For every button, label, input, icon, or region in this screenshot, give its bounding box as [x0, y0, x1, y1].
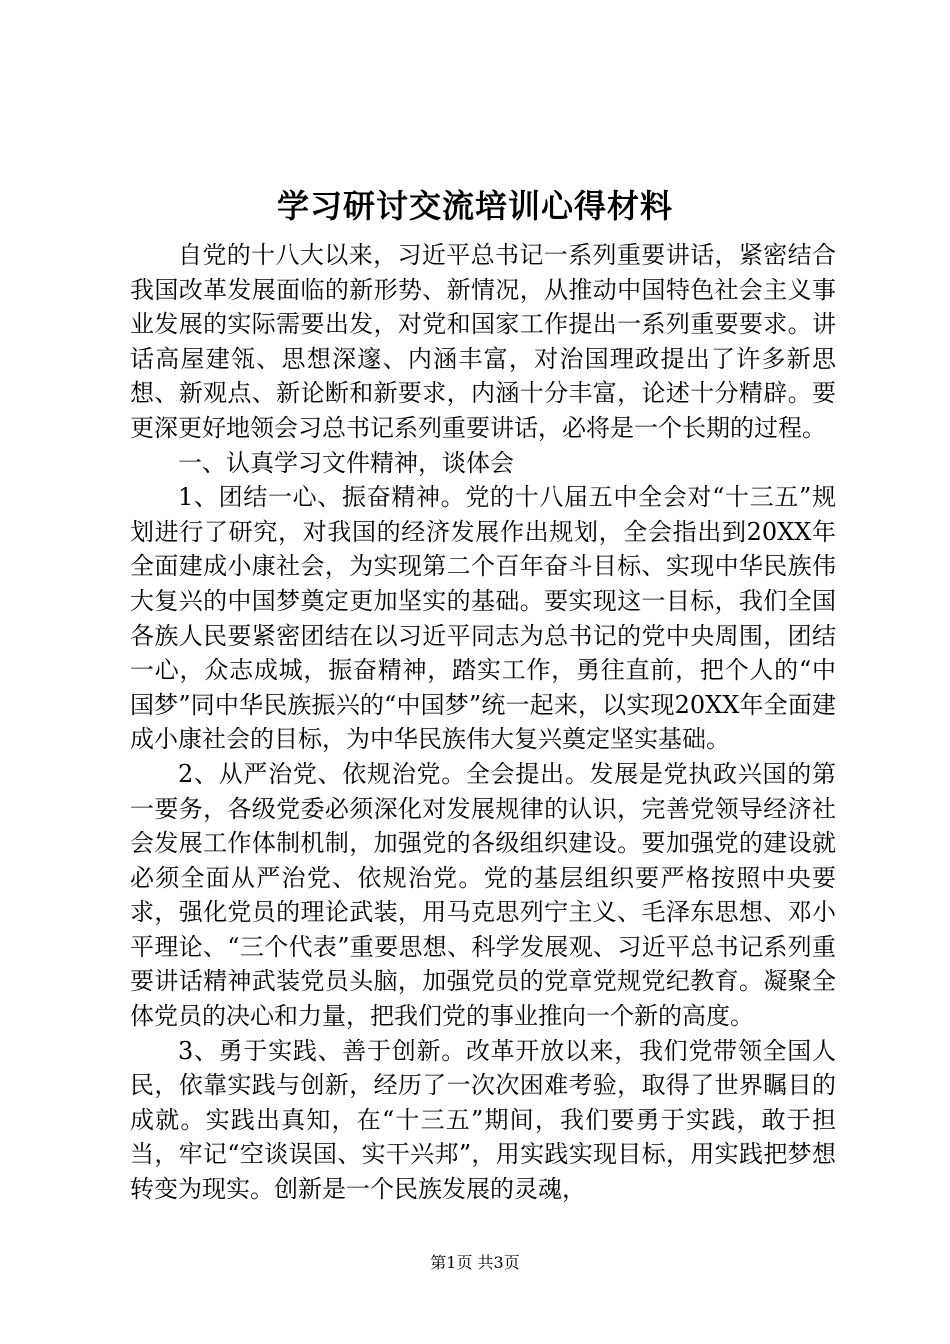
paragraph-intro: 自党的十八大以来，习近平总书记一系列重要讲话，紧密结合我国改革发展面临的新形势、新情况，从推动中国特色社会主义事业发展的实际需要出发，对党和国家工作提出一系列重要要求。讲话高屋建瓴、思想深邃、内涵丰富，对治国理政提出了许多新思想、新观点、新论断和新要求，内涵十分丰富，论述十分精辟。要更深更好地领会习总书记系列重要讲话，必将是一个长期的过程。: [130, 241, 836, 442]
document-title: 学习研讨交流培训心得材料: [276, 187, 673, 225]
paragraph-point-3: 3、勇于实践、善于创新。改革开放以来，我们党带领全国人民，依靠实践与创新，经历了一次次困难考验，取得了世界瞩目的成就。实践出真知，在“十三五”期间，我们要勇于实践，敢于担当，牢记“空谈误国、实干兴邦”，用实践实现目标，用实践把梦想转变为现实。创新是一个民族发展的灵魂，: [130, 1036, 836, 1204]
paragraph-point-2: 2、从严治党、依规治党。全会提出。发展是党执政兴国的第一要务，各级党委必须深化对发展规律的认识，完善党领导经济社会发展工作体制机制，加强党的各级组织建设。要加强党的建设就必须全面从严治党、依规治党。党的基层组织要严格按照中央要求，强化党员的理论武装，用马克思列宁主义、毛泽东思想、邓小平理论、“三个代表”重要思想、科学发展观、习近平总书记系列重要讲话精神武装党员头脑，加强党员的党章党规党纪教育。凝聚全体党员的决心和力量，把我们党的事业推向一个新的高度。: [130, 759, 836, 1031]
document-body: [130, 238, 836, 1207]
paragraph-point-1: 1、团结一心、振奋精神。党的十八届五中全会对“十三五”规划进行了研究，对我国的经济发展作出规划，全会指出到20XX年全面建成小康社会，为实现第二个百年奋斗目标、实现中华民族伟大复兴的中国梦奠定更加坚实的基础。要实现这一目标，我们全国各族人民要紧密团结在以习近平同志为总书记的党中央周围，团结一心，众志成城，振奋精神，踏实工作，勇往直前，把个人的“中国梦”同中华民族振兴的“中国梦”统一起来，以实现20XX年全面建成小康社会的目标，为中华民族伟大复兴奠定坚实基础。: [130, 483, 836, 754]
page-footer: 第1页 共3页: [430, 1253, 520, 1272]
section-heading: 一、认真学习文件精神，谈体会: [178, 448, 514, 477]
